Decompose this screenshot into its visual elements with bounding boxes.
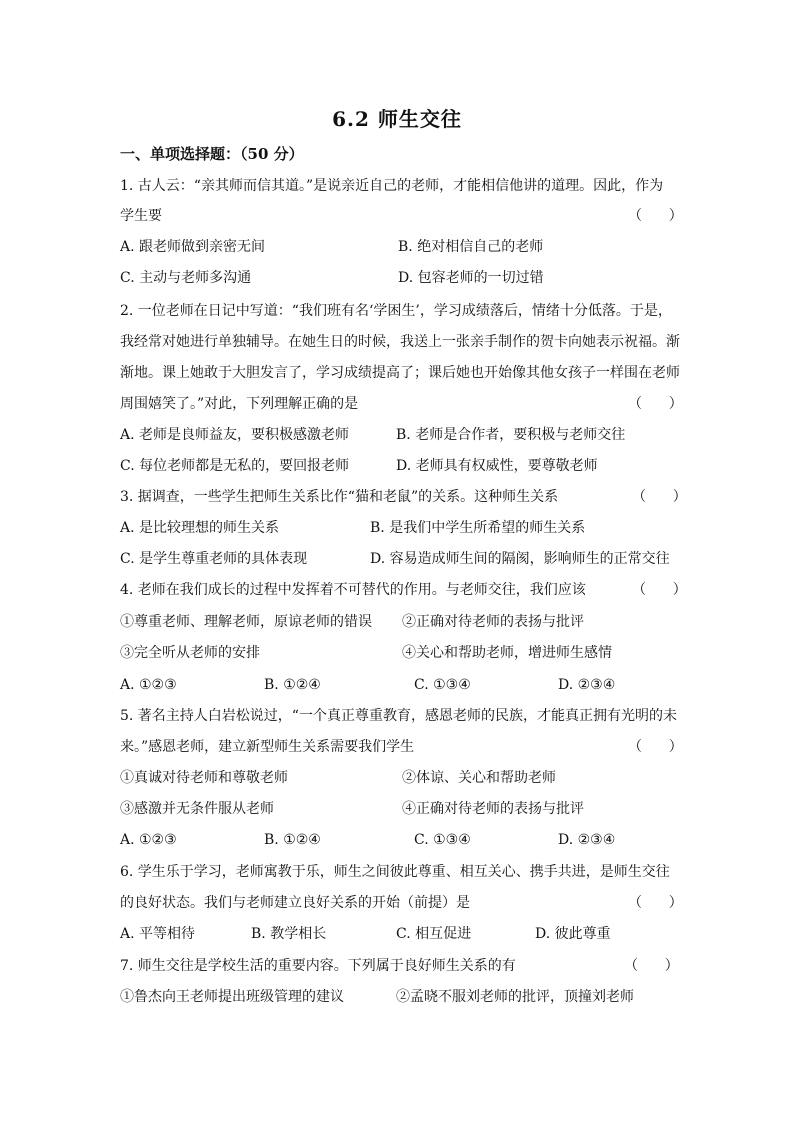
q5-statement-4: ④正确对待老师的表扬与批评 — [402, 801, 584, 817]
q3-answer-blank: （ ） — [632, 489, 687, 505]
q4-statement-2: ②正确对待老师的表扬与批评 — [402, 614, 584, 630]
q2-option-d: D. 老师具有权威性，要尊敬老师 — [396, 458, 598, 474]
q6-stem-line1: 6. 学生乐于学习，老师寓教于乐，师生之间彼此尊重、相互关心、携手共进，是师生交往 — [120, 864, 670, 880]
q6-option-d: D. 彼此尊重 — [535, 926, 611, 942]
q6-option-a: A. 平等相待 — [120, 926, 196, 942]
q6-option-c: C. 相互促进 — [396, 926, 472, 942]
q1-answer-blank: （ ） — [628, 208, 683, 224]
q1-stem-line1: 1. 古人云：“亲其师而信其道。”是说亲近自己的老师，才能相信他讲的道理。因此，作为 — [120, 178, 664, 194]
q7-statement-2: ②孟晓不服刘老师的批评，顶撞刘老师 — [396, 989, 634, 1005]
q7-answer-blank: （ ） — [624, 958, 679, 974]
q1-option-d: D. 包容老师的一切过错 — [398, 270, 544, 286]
q4-statement-1: ①尊重老师、理解老师，原谅老师的错误 — [120, 614, 372, 630]
q1-stem-line2: 学生要 — [120, 208, 162, 224]
q4-option-b: B. ①②④ — [264, 677, 321, 693]
q3-option-a: A. 是比较理想的师生关系 — [120, 520, 280, 536]
q4-option-d: D. ②③④ — [558, 677, 616, 693]
q3-stem-line1: 3. 据调查，一些学生把师生关系比作“猫和老鼠”的关系。这种师生关系 — [120, 489, 559, 505]
q6-stem-line2: 的良好状态。我们与老师建立良好关系的开始（前提）是 — [120, 895, 470, 911]
q2-option-c: C. 每位老师都是无私的，要回报老师 — [120, 458, 350, 474]
q4-statement-4: ④关心和帮助老师，增进师生感情 — [402, 645, 612, 661]
q2-option-b: B. 老师是合作者，要积极与老师交往 — [396, 427, 626, 443]
q5-statement-1: ①真诚对待老师和尊敬老师 — [120, 770, 288, 786]
q2-answer-blank: （ ） — [628, 396, 683, 412]
q4-statement-3: ③完全听从老师的安排 — [120, 645, 260, 661]
q6-answer-blank: （ ） — [628, 895, 683, 911]
q5-stem-line2: 来。”感恩老师，建立新型师生关系需要我们学生 — [120, 739, 415, 755]
q7-statement-1: ①鲁杰向王老师提出班级管理的建议 — [120, 989, 344, 1005]
q1-option-c: C. 主动与老师多沟通 — [120, 270, 252, 286]
q5-option-a: A. ①②③ — [120, 832, 177, 848]
q5-option-c: C. ①③④ — [414, 832, 471, 848]
q2-stem-line4: 周围嬉笑了。”对此，下列理解正确的是 — [120, 396, 359, 412]
q4-answer-blank: （ ） — [632, 582, 687, 598]
q3-option-c: C. 是学生尊重老师的具体表现 — [120, 551, 308, 567]
q3-option-d: D. 容易造成师生间的隔阂，影响师生的正常交往 — [370, 551, 670, 567]
q1-option-b: B. 绝对相信自己的老师 — [398, 239, 544, 255]
page-title: 6.2 师生交往 — [332, 107, 462, 131]
q4-stem-line1: 4. 老师在我们成长的过程中发挥着不可替代的作用。与老师交往，我们应该 — [120, 582, 586, 598]
q5-option-d: D. ②③④ — [558, 832, 616, 848]
q2-stem-line1: 2. 一位老师在日记中写道：“我们班有名‘学困生’，学习成绩落后，情绪十分低落。于是， — [120, 303, 672, 319]
q2-option-a: A. 老师是良师益友，要积极感激老师 — [120, 427, 350, 443]
q5-stem-line1: 5. 著名主持人白岩松说过，“一个真正尊重教育，感恩老师的民族，才能真正拥有光明的未 — [120, 708, 677, 724]
q3-option-b: B. 是我们中学生所希望的师生关系 — [370, 520, 586, 536]
q2-stem-line2: 我经常对她进行单独辅导。在她生日的时候，我送上一张亲手制作的贺卡向她表示祝福。渐 — [120, 334, 680, 350]
q5-statement-3: ③感激并无条件服从老师 — [120, 801, 274, 817]
q1-option-a: A. 跟老师做到亲密无间 — [120, 239, 266, 255]
q4-option-c: C. ①③④ — [414, 677, 471, 693]
q5-answer-blank: （ ） — [628, 739, 683, 755]
q4-option-a: A. ①②③ — [120, 677, 177, 693]
q5-option-b: B. ①②④ — [264, 832, 321, 848]
q7-stem-line1: 7. 师生交往是学校生活的重要内容。下列属于良好师生关系的有 — [120, 958, 516, 974]
q6-option-b: B. 教学相长 — [251, 926, 327, 942]
section-heading: 一、单项选择题：（50 分） — [120, 145, 304, 163]
q5-statement-2: ②体谅、关心和帮助老师 — [402, 770, 556, 786]
q2-stem-line3: 渐地。课上她敢于大胆发言了，学习成绩提高了；课后她也开始像其他女孩子一样围在老师 — [120, 365, 680, 381]
